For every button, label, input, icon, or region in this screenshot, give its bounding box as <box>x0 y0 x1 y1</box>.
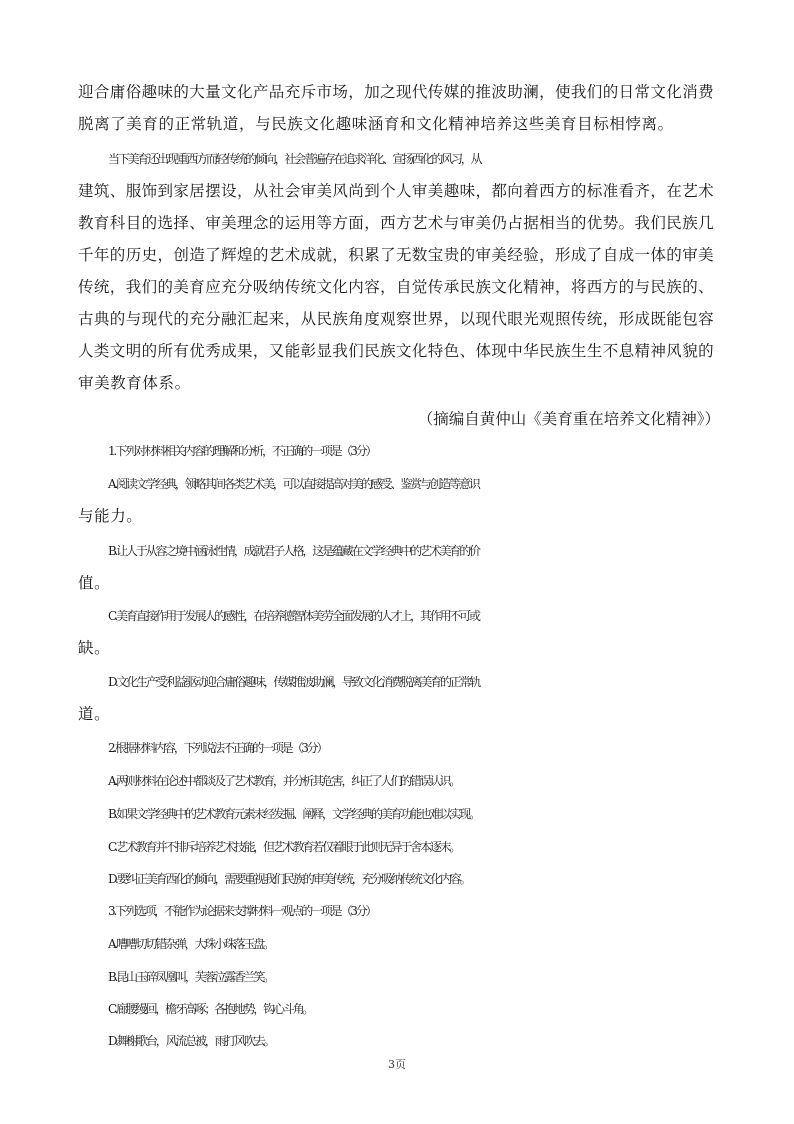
passage-line: 千年的历史，创造了辉煌的艺术成就，积累了无数宝贵的审美经验，形成了自成一体的审美 <box>78 246 715 264</box>
question-stem: 1.下列对材料相关内容的理解和分析，不正确的一项是（3分） <box>108 444 376 458</box>
option-b-cont: 值。 <box>78 574 111 592</box>
option-c: C.艺术教育并不排斥培养艺术技能，但艺术教育若仅着眼于此则无异于舍本逐末。 <box>108 840 460 854</box>
option-b: B.如果文学经典中的艺术教育元素未经发掘、阐释，文学经典的美育功能也难以实现。 <box>108 807 479 821</box>
question-stem: 2.根据材料内容，下列说法不正确的一项是（3分） <box>108 741 327 755</box>
option-a: A.阅读文学经典，领略其间各类艺术美，可以直接提高对美的感受、鉴赏与创造等意识 <box>108 477 479 491</box>
passage-line: 传统，我们的美育应充分吸纳传统文化内容，自觉传承民族文化精神，将西方的与民族的、 <box>78 278 715 296</box>
passage-line: 脱离了美育的正常轨道，与民族文化趣味涵育和文化精神培养这些美育目标相悖离。 <box>78 115 674 133</box>
option-b: B.昆山玉碎凤凰叫，芙蓉泣露香兰笑。 <box>108 970 274 984</box>
passage-line: 当下美育还出现重西方而轻传统的倾向，社会普遍存在追求洋化、宣扬西化的风习，从 <box>108 152 481 166</box>
option-c: C.廊腰缦回，檐牙高啄；各抱地势，钩心斗角。 <box>108 1002 313 1016</box>
passage-line: 迎合庸俗趣味的大量文化产品充斥市场，加之现代传媒的推波助澜，使我们的日常文化消费 <box>78 83 715 101</box>
passage-line: 古典的与现代的充分融汇起来，从民族角度观察世界，以现代眼光观照传统，形成既能包容 <box>78 310 715 328</box>
question-stem: 3.下列选项，不能作为论据来支撑材料一观点的一项是（3分） <box>108 904 376 918</box>
option-d: D.舞榭歌台，风流总被，雨打风吹去。 <box>108 1034 274 1048</box>
passage-line: 建筑、服饰到家居摆设，从社会审美风尚到个人审美趣味，都向着西方的标准看齐，在艺术 <box>78 182 715 200</box>
option-c-cont: 缺。 <box>78 639 111 657</box>
option-a: A.两则材料在论述中都谈及了艺术教育，并分析其危害，纠正了人们的错误认识。 <box>108 774 460 788</box>
option-c: C.美育直接作用于发展人的感性，在培养德智体美劳全面发展的人才上，其作用不可或 <box>108 609 479 623</box>
option-b: B.让人于从容之境中涵泳性情，成就君子人格，这是蕴藏在文学经典中的艺术美育的价 <box>108 544 479 558</box>
passage-line: 审美教育体系。 <box>78 374 191 392</box>
page-number: 3页 <box>388 1058 406 1071</box>
option-a: A.嘈嘈切切错杂弹，大珠小珠落玉盘。 <box>108 937 273 951</box>
option-d: D.文化生产受利益驱动迎合庸俗趣味，传媒推波助澜，导致文化消费脱离美育的正常轨 <box>108 675 480 689</box>
passage-line: 教育科目的选择、审美理念的运用等方面，西方艺术与审美仍占据相当的优势。我们民族几 <box>78 214 715 232</box>
passage-source: （摘编自黄仲山《美育重在培养文化精神》） <box>417 410 720 428</box>
option-a-cont: 与能力。 <box>78 507 143 525</box>
option-d-cont: 道。 <box>78 705 111 723</box>
passage-line: 人类文明的所有优秀成果，又能彰显我们民族文化特色、体现中华民族生生不息精神风貌的 <box>78 342 715 360</box>
option-d: D.要纠正美育西化的倾向，需要重视我们民族的审美传统，充分吸纳传统文化内容。 <box>108 872 470 886</box>
